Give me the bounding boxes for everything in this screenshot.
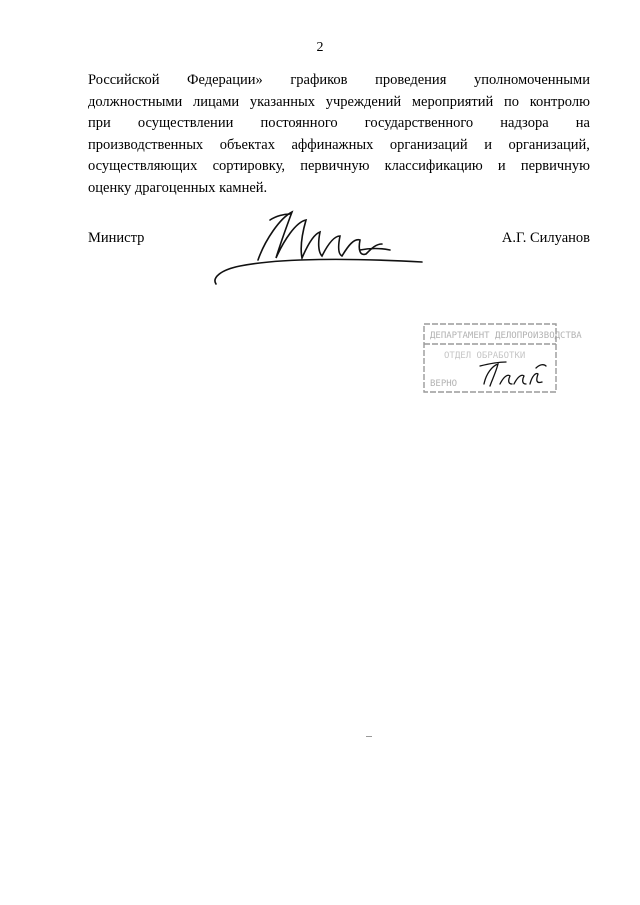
body-line [88, 92, 590, 114]
body-word: объектах [219, 136, 275, 153]
body-word: осуществлении [137, 115, 234, 131]
body-line [88, 178, 590, 200]
body-word: контролю [529, 93, 590, 110]
body-word: мероприятий [411, 93, 494, 110]
body-word: аффинажных [291, 136, 374, 153]
body-line [88, 70, 590, 92]
handwritten-signature [210, 200, 430, 290]
body-word: государственного [364, 115, 474, 131]
body-line [88, 156, 590, 178]
body-word: лицами [193, 93, 240, 110]
body-line [88, 113, 590, 135]
body-word: производственных [88, 136, 204, 153]
body-word: осуществляющих [88, 158, 198, 174]
body-word: и [497, 158, 506, 174]
body-word: учреждений [325, 93, 402, 110]
body-word: уполномоченными [473, 72, 590, 88]
body-paragraph [88, 70, 590, 199]
body-word: Российской [88, 72, 160, 88]
signer-name: А.Г. Силуанов [501, 230, 590, 246]
body-word: оценку драгоценных камней. [88, 179, 268, 196]
body-line [88, 135, 590, 157]
signature-block [88, 230, 590, 300]
body-word: при [88, 115, 111, 131]
body-word: организаций, [508, 136, 590, 153]
body-word: классификацию [384, 158, 483, 174]
position-label: Министр [88, 230, 145, 246]
svg-text:ВЕРНО: ВЕРНО [430, 379, 458, 389]
body-word: первичную [520, 158, 590, 174]
body-word: по [503, 93, 519, 110]
body-word: должностными [88, 93, 183, 110]
svg-text:ОТДЕЛ ОБРАБОТКИ: ОТДЕЛ ОБРАБОТКИ [444, 351, 526, 361]
page-number: 2 [316, 40, 324, 55]
body-word: проведения [375, 72, 447, 88]
body-word: постоянного [260, 115, 338, 131]
body-word: сортировку, [212, 158, 286, 174]
body-word: Федерации» [187, 72, 263, 88]
verification-stamp [420, 320, 582, 396]
body-word: организаций [389, 136, 468, 153]
body-word: указанных [249, 93, 316, 110]
svg-text:ДЕПАРТАМЕНТ ДЕЛОПРОИЗВОДСТВА: ДЕПАРТАМЕНТ ДЕЛОПРОИЗВОДСТВА [430, 331, 582, 341]
body-word: надзора [500, 115, 549, 131]
body-word: и [484, 136, 492, 153]
body-word: первичную [300, 158, 370, 174]
body-word: на [575, 115, 590, 131]
body-word: графиков [290, 72, 348, 88]
scan-mark [366, 736, 372, 737]
